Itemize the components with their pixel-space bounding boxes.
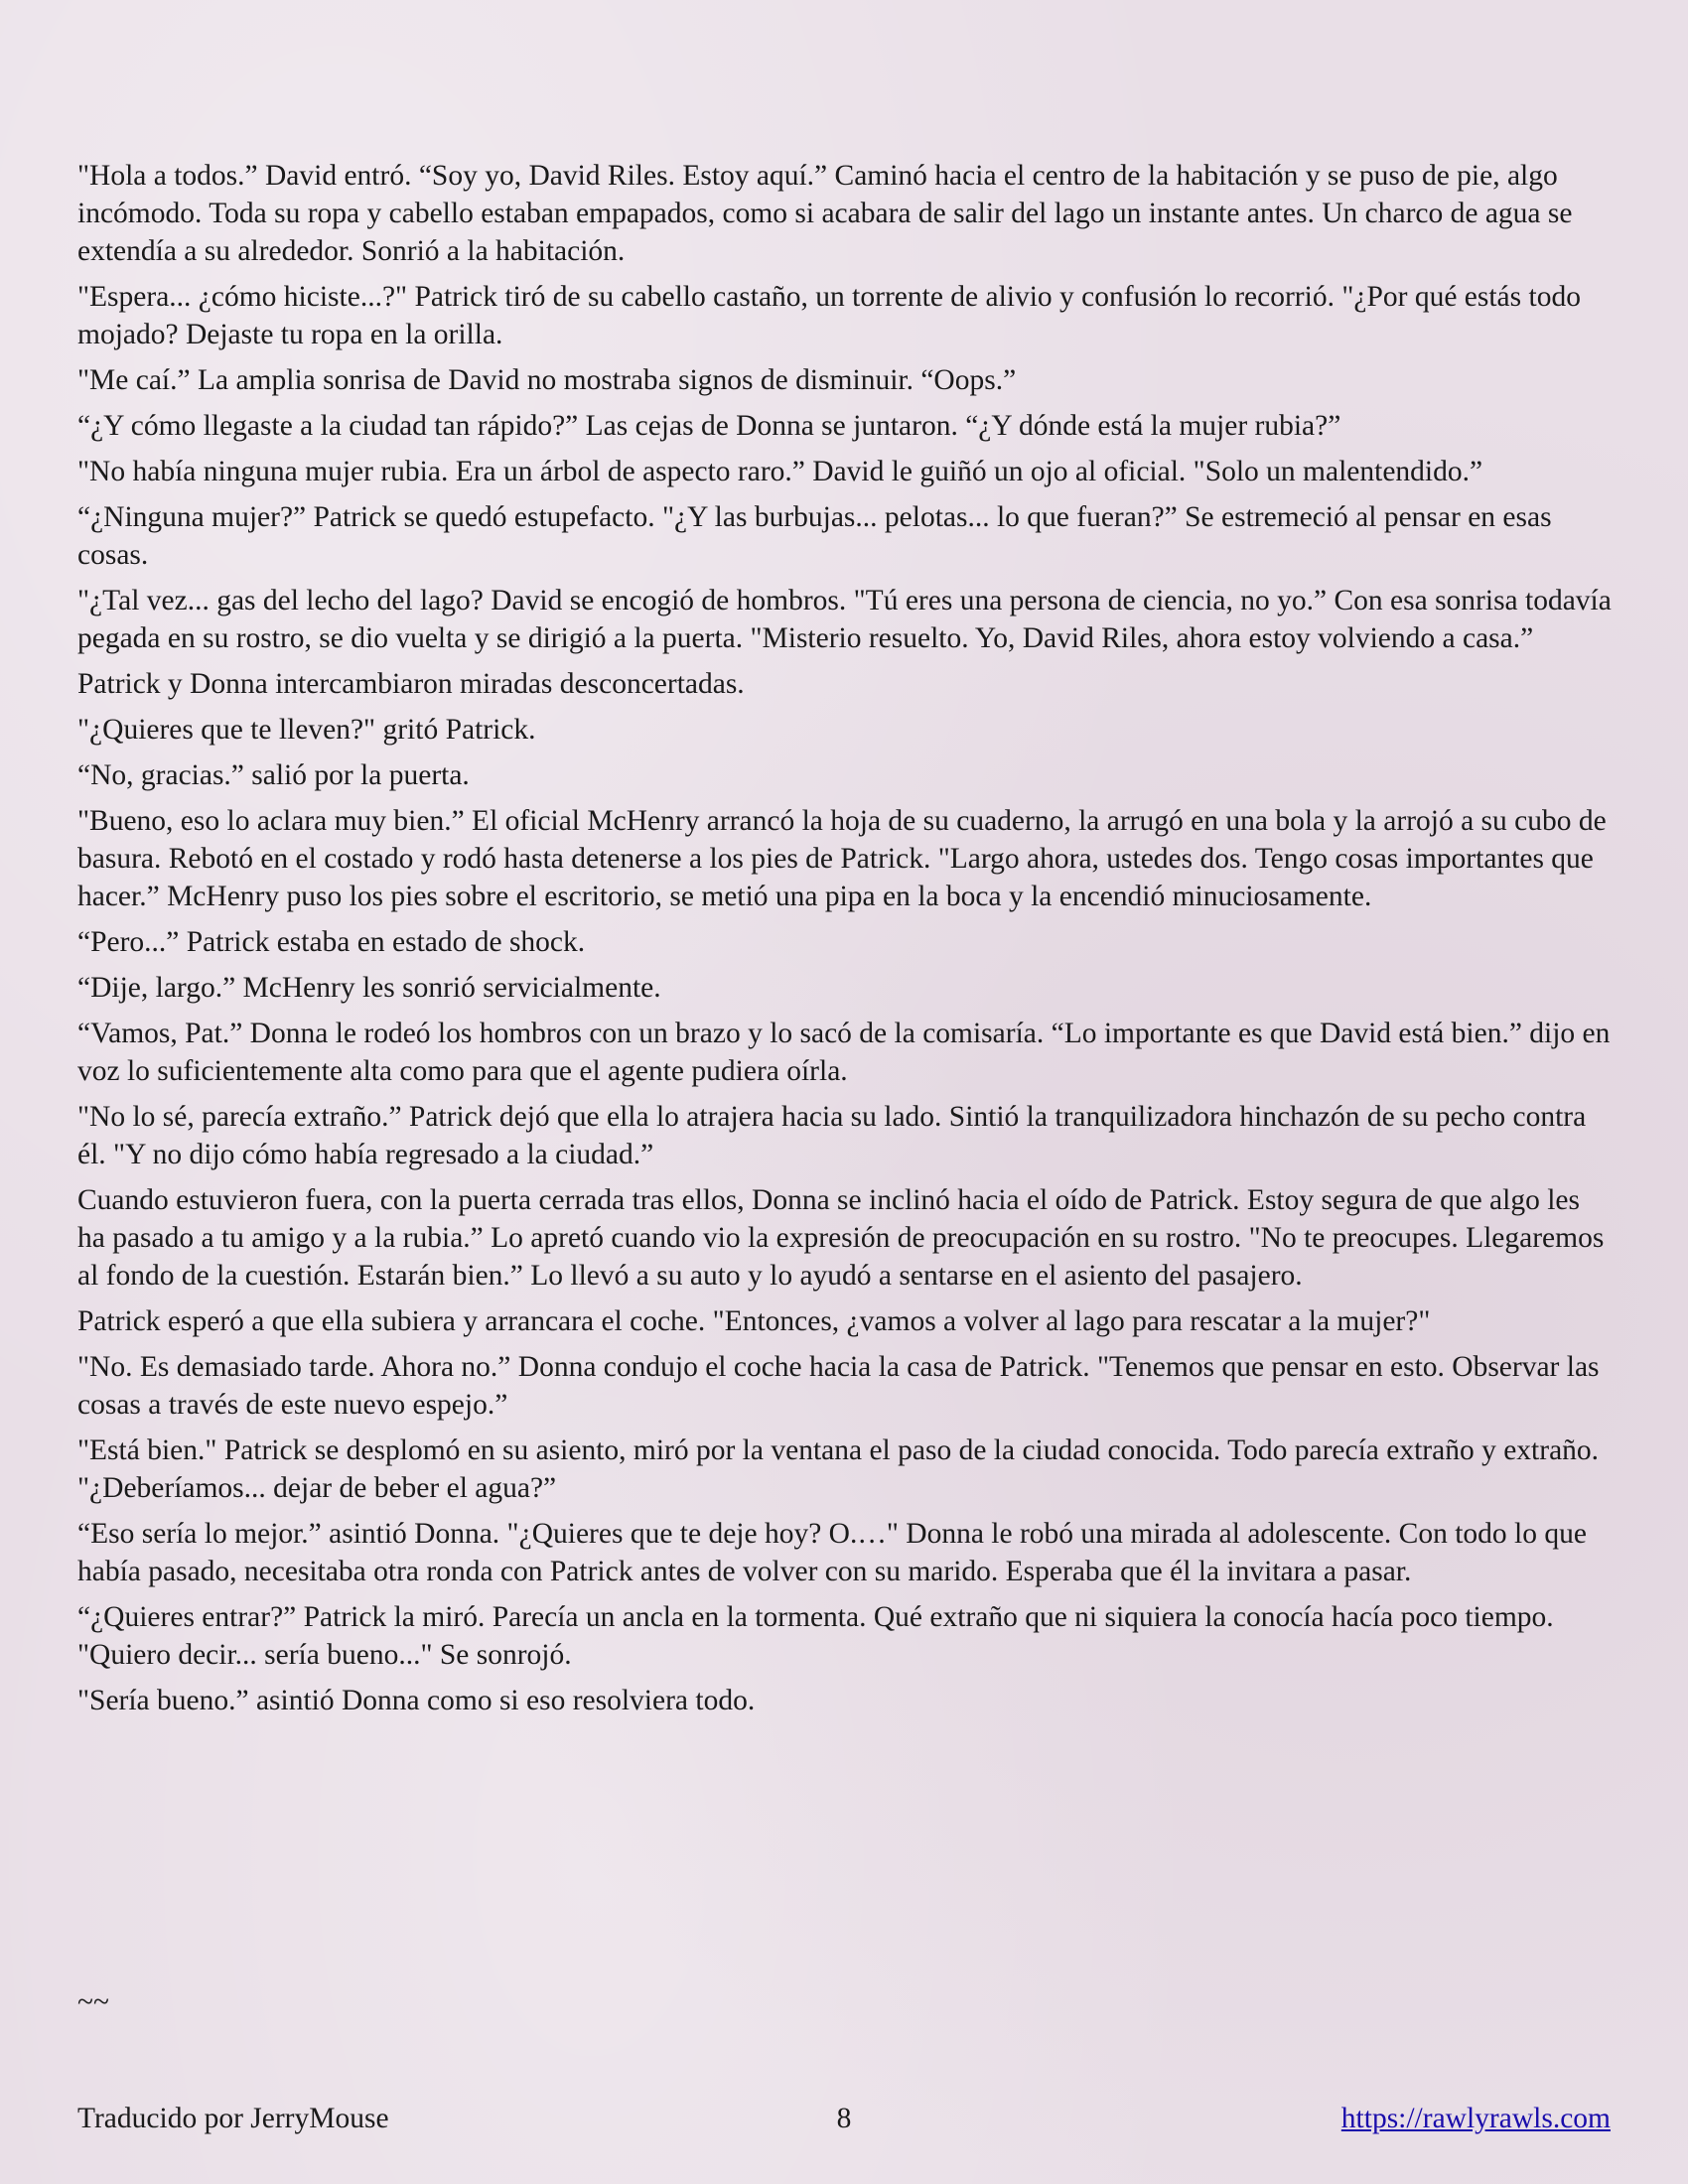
paragraph: “Eso sería lo mejor.” asintió Donna. "¿Quieres que te deje hoy? O.…" Donna le robó una mirada al adolescente. Con todo lo que había pasado, necesitaba otra ronda con Patrick antes de volver con su marido. Esperaba que él la invitara a pasar. — [77, 1518, 1587, 1587]
paragraph: “Vamos, Pat.” Donna le rodeó los hombros con un brazo y lo sacó de la comisaría. “Lo importante es que David está bien.” dijo en voz lo suficientemente alta como para que el agente pudiera oírla. — [77, 1018, 1611, 1087]
page-number: 8 — [836, 2103, 852, 2134]
paragraph: "¿Tal vez... gas del lecho del lago? David se encogió de hombros. "Tú eres una persona de ciencia, no yo.” Con esa sonrisa todavía pegada en su rostro, se dio vuelta y se dirigió a la puerta. "Misterio resuelto. Yo, David Riles, ahora estoy volviendo a casa.” — [77, 585, 1612, 654]
paragraph: "No había ninguna mujer rubia. Era un árbol de aspecto raro.” David le guiñó un ojo al oficial. "Solo un malentendido.” — [77, 456, 1483, 487]
paragraph: "Espera... ¿cómo hiciste...?" Patrick tiró de su cabello castaño, un torrente de alivio y confusión lo recorrió. "¿Por qué estás todo mojado? Dejaste tu ropa en la orilla. — [77, 281, 1581, 350]
paragraph: “¿Y cómo llegaste a la ciudad tan rápido?” Las cejas de Donna se juntaron. “¿Y dónde está la mujer rubia?” — [77, 410, 1341, 442]
paragraph: "Me caí.” La amplia sonrisa de David no mostraba signos de disminuir. “Oops.” — [77, 364, 1017, 396]
paragraph: “No, gracias.” salió por la puerta. — [77, 759, 470, 791]
translator-credit: Traducido por JerryMouse — [77, 2103, 389, 2134]
paragraph: "¿Quieres que te lleven?" gritó Patrick. — [77, 714, 536, 746]
paragraph: Patrick y Donna intercambiaron miradas desconcertadas. — [77, 668, 745, 700]
paragraph: Patrick esperó a que ella subiera y arrancara el coche. "Entonces, ¿vamos a volver al lago para rescatar a la mujer?" — [77, 1305, 1431, 1337]
paragraph: "Está bien." Patrick se desplomó en su asiento, miró por la ventana el paso de la ciudad conocida. Todo parecía extraño y extraño. "¿Deberíamos... dejar de beber el agua?” — [77, 1434, 1600, 1504]
website-link[interactable]: https://rawlyrawls.com — [1340, 2103, 1611, 2134]
paragraph: “¿Ninguna mujer?” Patrick se quedó estupefacto. "¿Y las burbujas... pelotas... lo que fueran?” Se estremeció al pensar en esas cosas. — [77, 501, 1552, 571]
paragraph: "Sería bueno.” asintió Donna como si eso resolviera todo. — [77, 1685, 756, 1716]
paragraph: “Dije, largo.” McHenry les sonrió servicialmente. — [77, 972, 661, 1004]
page-footer — [77, 2100, 1611, 2139]
paragraph: "Hola a todos.” David entró. “Soy yo, David Riles. Estoy aquí.” Caminó hacia el centro de la habitación y se puso de pie, algo incómodo. Toda su ropa y cabello estaban empapados, como si acabara de salir del lago un instante antes. Un charco de agua se extendía a su alrededor. Sonrió a la habitación. — [77, 160, 1573, 267]
section-separator: ~~ — [77, 1986, 109, 2018]
paragraph: "Bueno, eso lo aclara muy bien.” El oficial McHenry arrancó la hoja de su cuaderno, la arrugó en una bola y la arrojó a su cubo de basura. Rebotó en el costado y rodó hasta detenerse a los pies de Patrick. "Largo ahora, ustedes dos. Tengo cosas importantes que hacer.” McHenry puso los pies sobre el escritorio, se metió una pipa en la boca y la encendió minuciosamente. — [77, 805, 1607, 912]
paragraph: “Pero...” Patrick estaba en estado de shock. — [77, 926, 586, 958]
paragraph: Cuando estuvieron fuera, con la puerta cerrada tras ellos, Donna se inclinó hacia el oído de Patrick. Estoy segura de que algo les ha pasado a tu amigo y a la rubia.” Lo apretó cuando vio la expresión de preocupación en su rostro. "No te preocupes. Llegaremos al fondo de la cuestión. Estarán bien.” Lo llevó a su auto y lo ayudó a sentarse en el asiento del pasajero. — [77, 1184, 1605, 1292]
paragraph: “¿Quieres entrar?” Patrick la miró. Parecía un ancla en la tormenta. Qué extraño que ni siquiera la conocía hacía poco tiempo. "Quiero decir... sería bueno..." Se sonrojó. — [77, 1601, 1554, 1671]
paragraph: "No. Es demasiado tarde. Ahora no.” Donna condujo el coche hacia la casa de Patrick. "Tenemos que pensar en esto. Observar las cosas a través de este nuevo espejo.” — [77, 1351, 1600, 1421]
story-body — [77, 157, 1613, 1727]
paragraph: "No lo sé, parecía extraño.” Patrick dejó que ella lo atrajera hacia su lado. Sintió la tranquilizadora hinchazón de su pecho contra él. "Y no dijo cómo había regresado a la ciudad.” — [77, 1101, 1587, 1170]
